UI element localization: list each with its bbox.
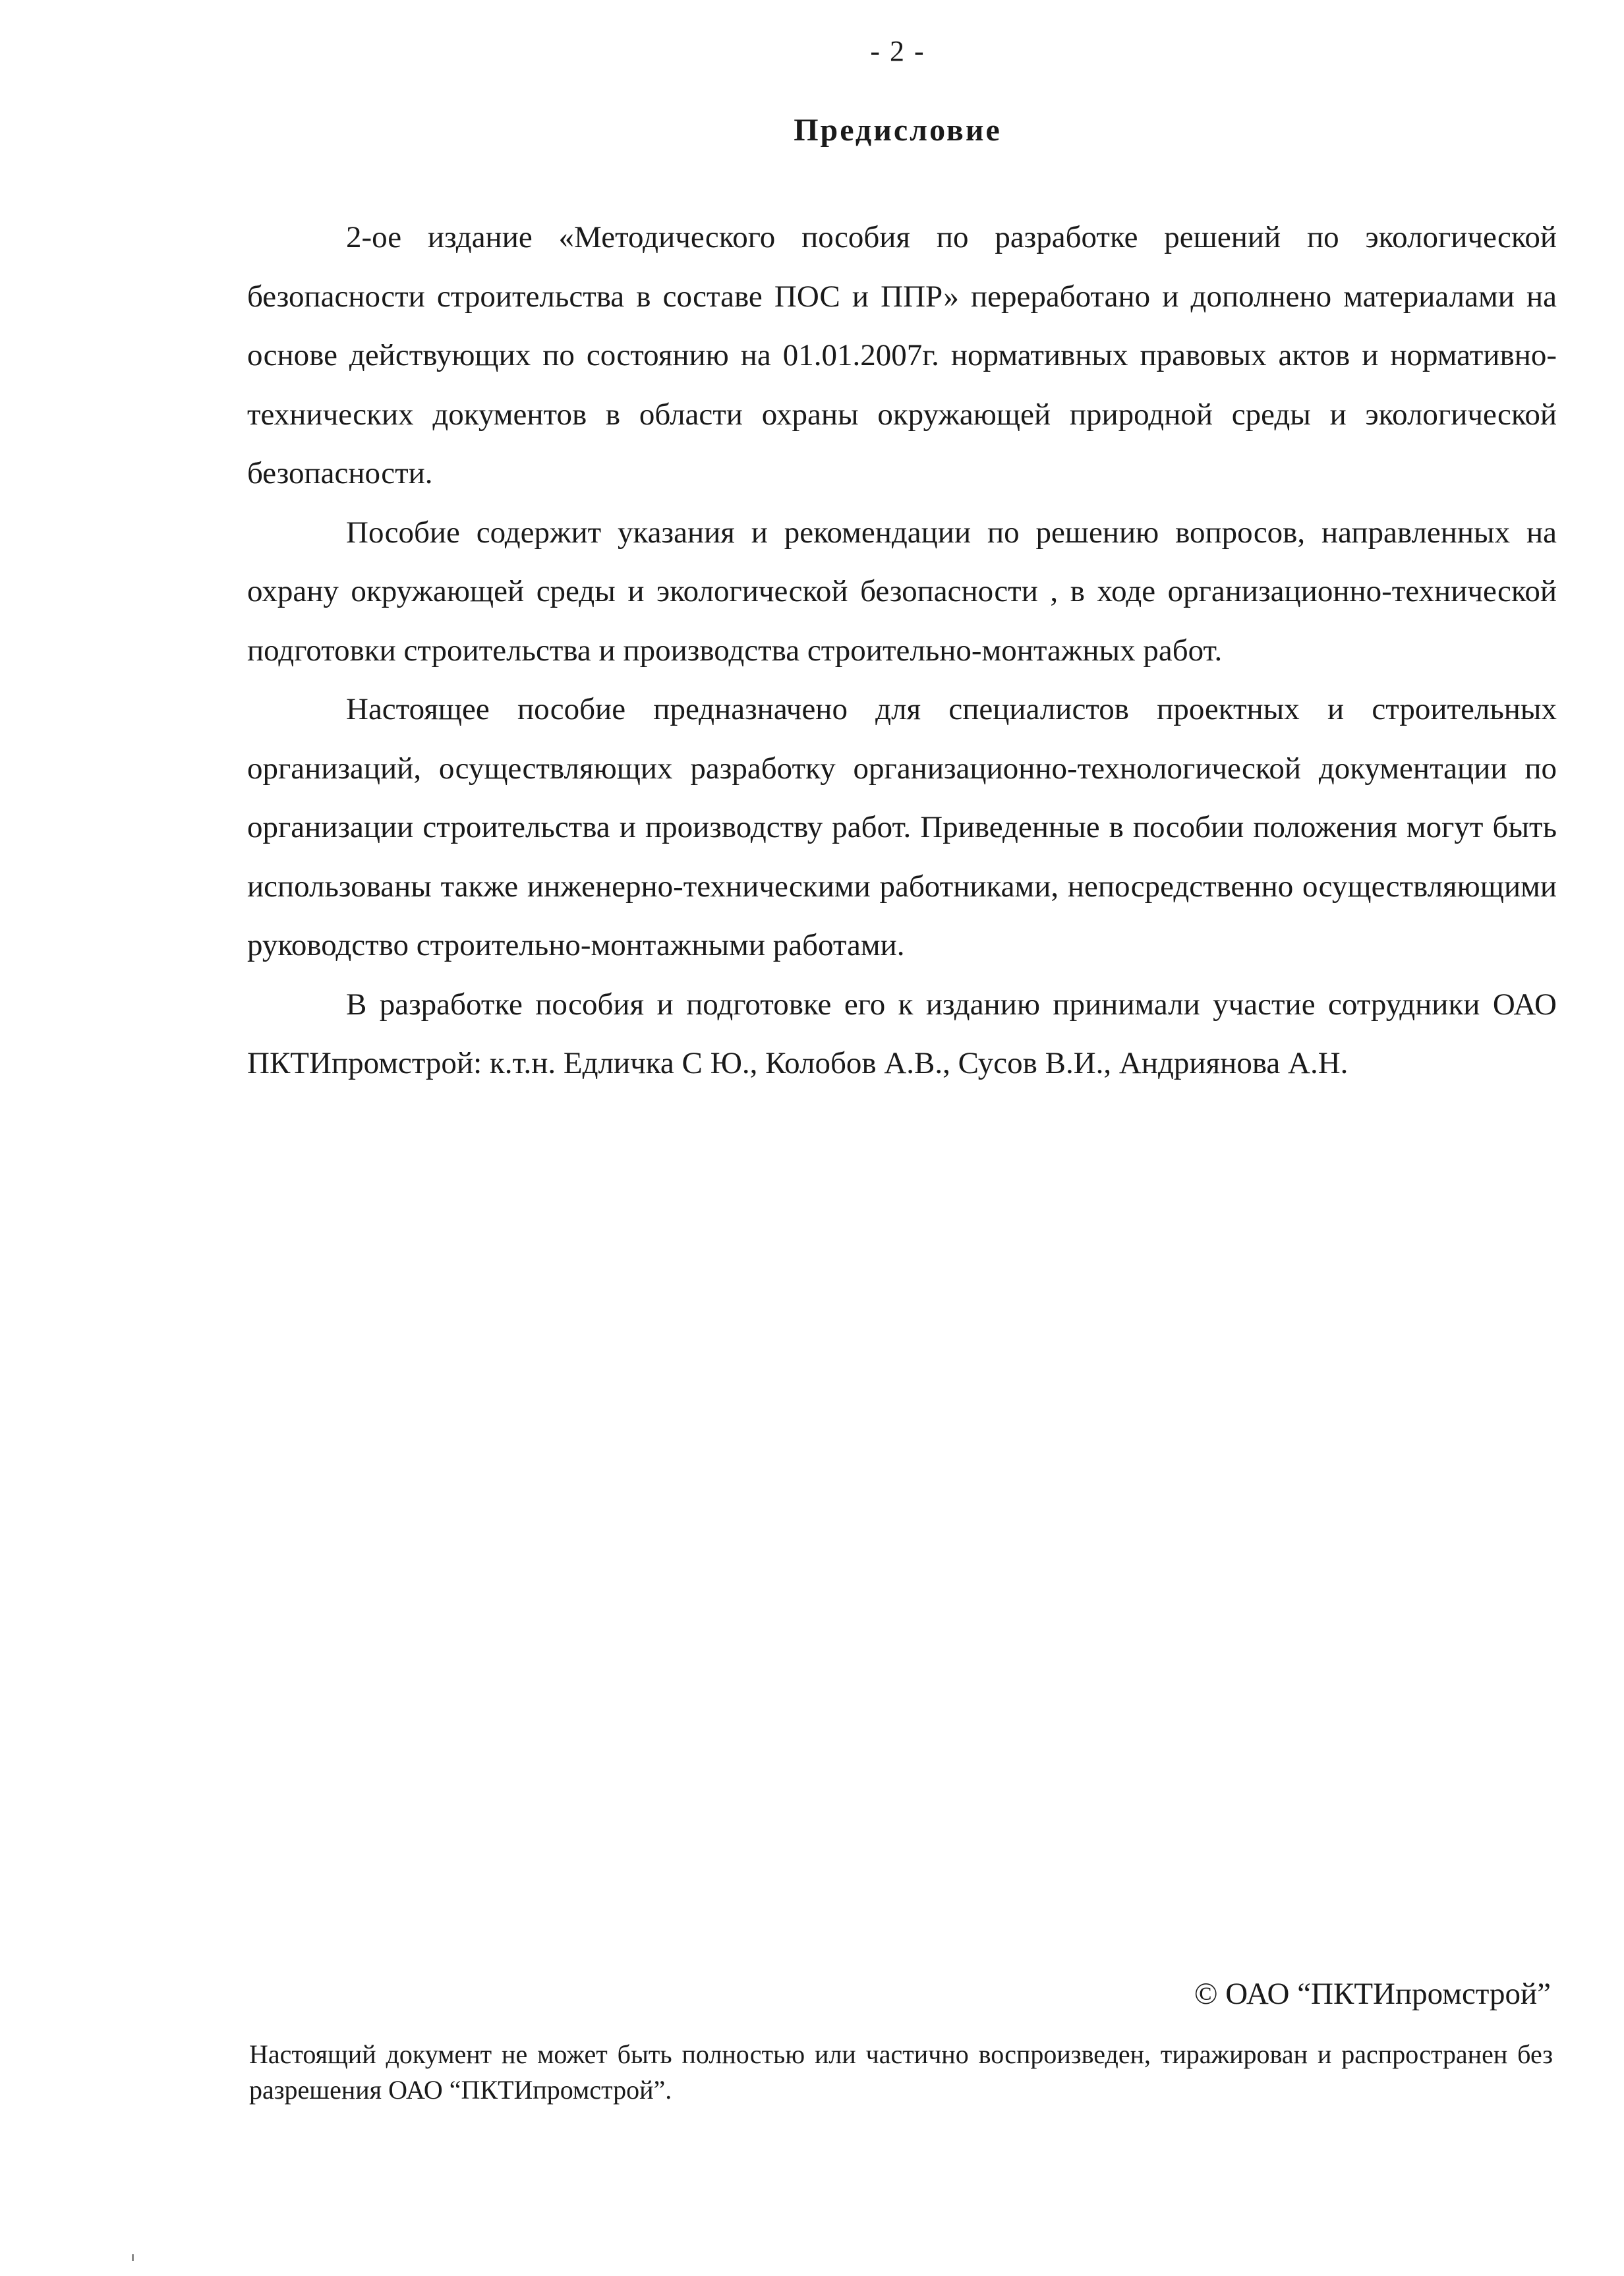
- page-title: Предисловие: [794, 113, 1002, 148]
- paragraph-audience: Настоящее пособие предназначено для специалистов проектных и строительных организаций, осуществляющих разработку организационно-технологической документации по организации строительства и производству работ. Приведенные в пособии положения могут быть использованы также инженерно-техническими работниками, непосредственно осуществляющими руководство строительно-монтажными работами.: [247, 692, 1557, 962]
- copyright: © ОАО “ПКТИпромстрой”: [1194, 1977, 1551, 2011]
- paragraph-content: Пособие содержит указания и рекомендации по решению вопросов, направленных на охрану окружающей среды и экологической безопасности , в ходе организационно-технической подготовки строительства и производства строительно-монтажных работ.: [247, 515, 1557, 668]
- scan-speck: [132, 2254, 134, 2261]
- paragraph-edition: 2-ое издание «Методического пособия по разработке решений по экологической безопасности строительства в составе ПОС и ППР» переработано и дополнено материалами на основе действующих по состоянию на 01.01.2007г. нормативных правовых актов и нормативно-технических документов в области охраны окружающей природной среды и экологической безопасности.: [247, 220, 1557, 490]
- copyright-notice: Настоящий документ не может быть полностью или частично воспроизведен, тиражирован и распространен без разрешения ОАО “ПКТИпромстрой”.: [249, 2039, 1553, 2105]
- page-number: - 2 -: [870, 35, 925, 67]
- paragraph-authors: В разработке пособия и подготовке его к изданию принимали участие сотрудники ОАО ПКТИпромстрой: к.т.н. Едличка С Ю., Колобов А.В., Сусов В.И., Андриянова А.Н.: [247, 987, 1557, 1080]
- body-text: [247, 208, 1557, 1094]
